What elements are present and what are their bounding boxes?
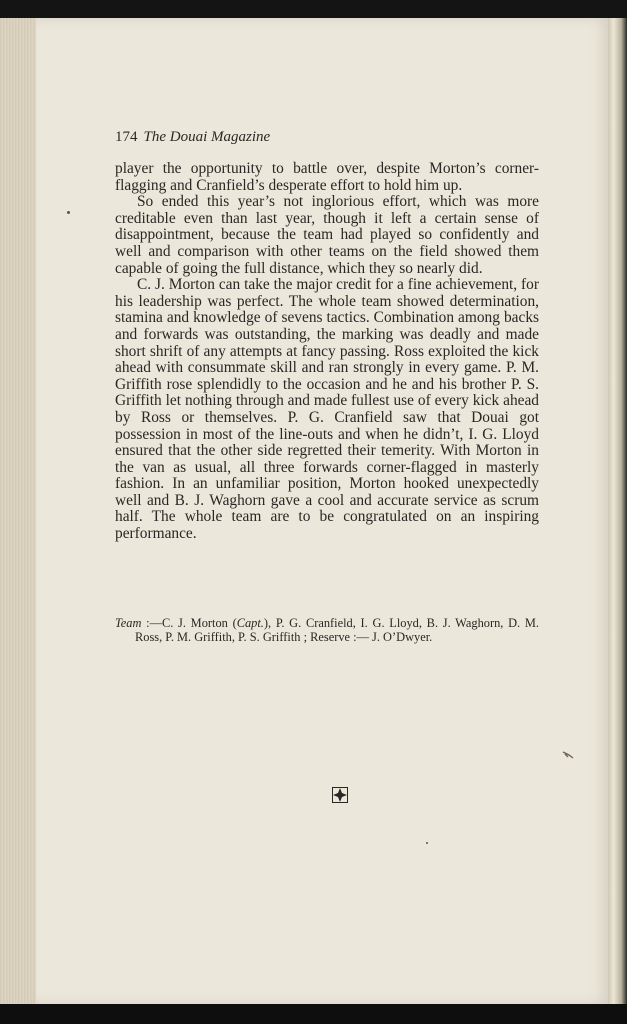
magazine-title: The Douai Magazine [143, 129, 271, 145]
team-separator: :—C. J. Morton ( [141, 616, 237, 630]
cross-pattee-icon [332, 787, 348, 803]
team-list [115, 617, 539, 644]
page-edges [0, 18, 38, 1004]
page-gutter [608, 18, 627, 1004]
paragraph: player the opportunity to battle over, despite Morton’s corner-flagging and Cranfield’s desperate effort to hold him up. [115, 160, 539, 194]
article-body [115, 161, 539, 543]
paper-speck [426, 842, 428, 844]
paragraph: C. J. Morton can take the major credit for a fine achievement, for his leadership was perfect. The whole team showed determination, stamina and knowledge of sevens tactics. Combination among backs and forwards was outstanding, the marking was deadly and made short shrift of any attempts at fancy passing. Ross exploited the kick ahead with consummate skill and ran strongly in every game. P. M. Griffith rose splendidly to the occasion and he and his brother P. S. Griffith let nothing through and made fullest use of every kick ahead by Ross or themselves. P. G. Cranfield saw that Douai got possession in most of the line-outs and when he didn’t, I. G. Lloyd ensured that the other side regretted their temerity. With Morton in the van as usual, all three forwards corner-flagged in masterly fashion. In an unfamiliar position, Morton hooked unexpectedly well and B. J. Waghorn gave a cool and accurate service as scrum half. The whole team are to be congratulated on an inspiring performance. [115, 276, 539, 543]
team-members: ), P. G. Cranfield, I. G. Lloyd, B. J. Waghorn, D. M. Ross, P. M. Griffith, P. S. Griffith ; Reserve :— J. O’Dwyer. [135, 616, 539, 644]
team-label: Team [115, 616, 142, 630]
page-number: 174 [115, 129, 138, 145]
ink-mark [562, 750, 574, 760]
captain-abbrev: Capt. [236, 616, 264, 630]
scan-bottom-edge [0, 1004, 627, 1024]
running-header [115, 129, 545, 146]
paragraph: So ended this year’s not inglorious effort, which was more creditable even than last year, though it left a certain sense of disappointment, because the team had played so confidently and well and comparison with other teams on the field showed them capable of going the full distance, which they so nearly did. [115, 193, 539, 277]
paper-speck [67, 211, 70, 214]
scan-top-edge [0, 0, 627, 18]
